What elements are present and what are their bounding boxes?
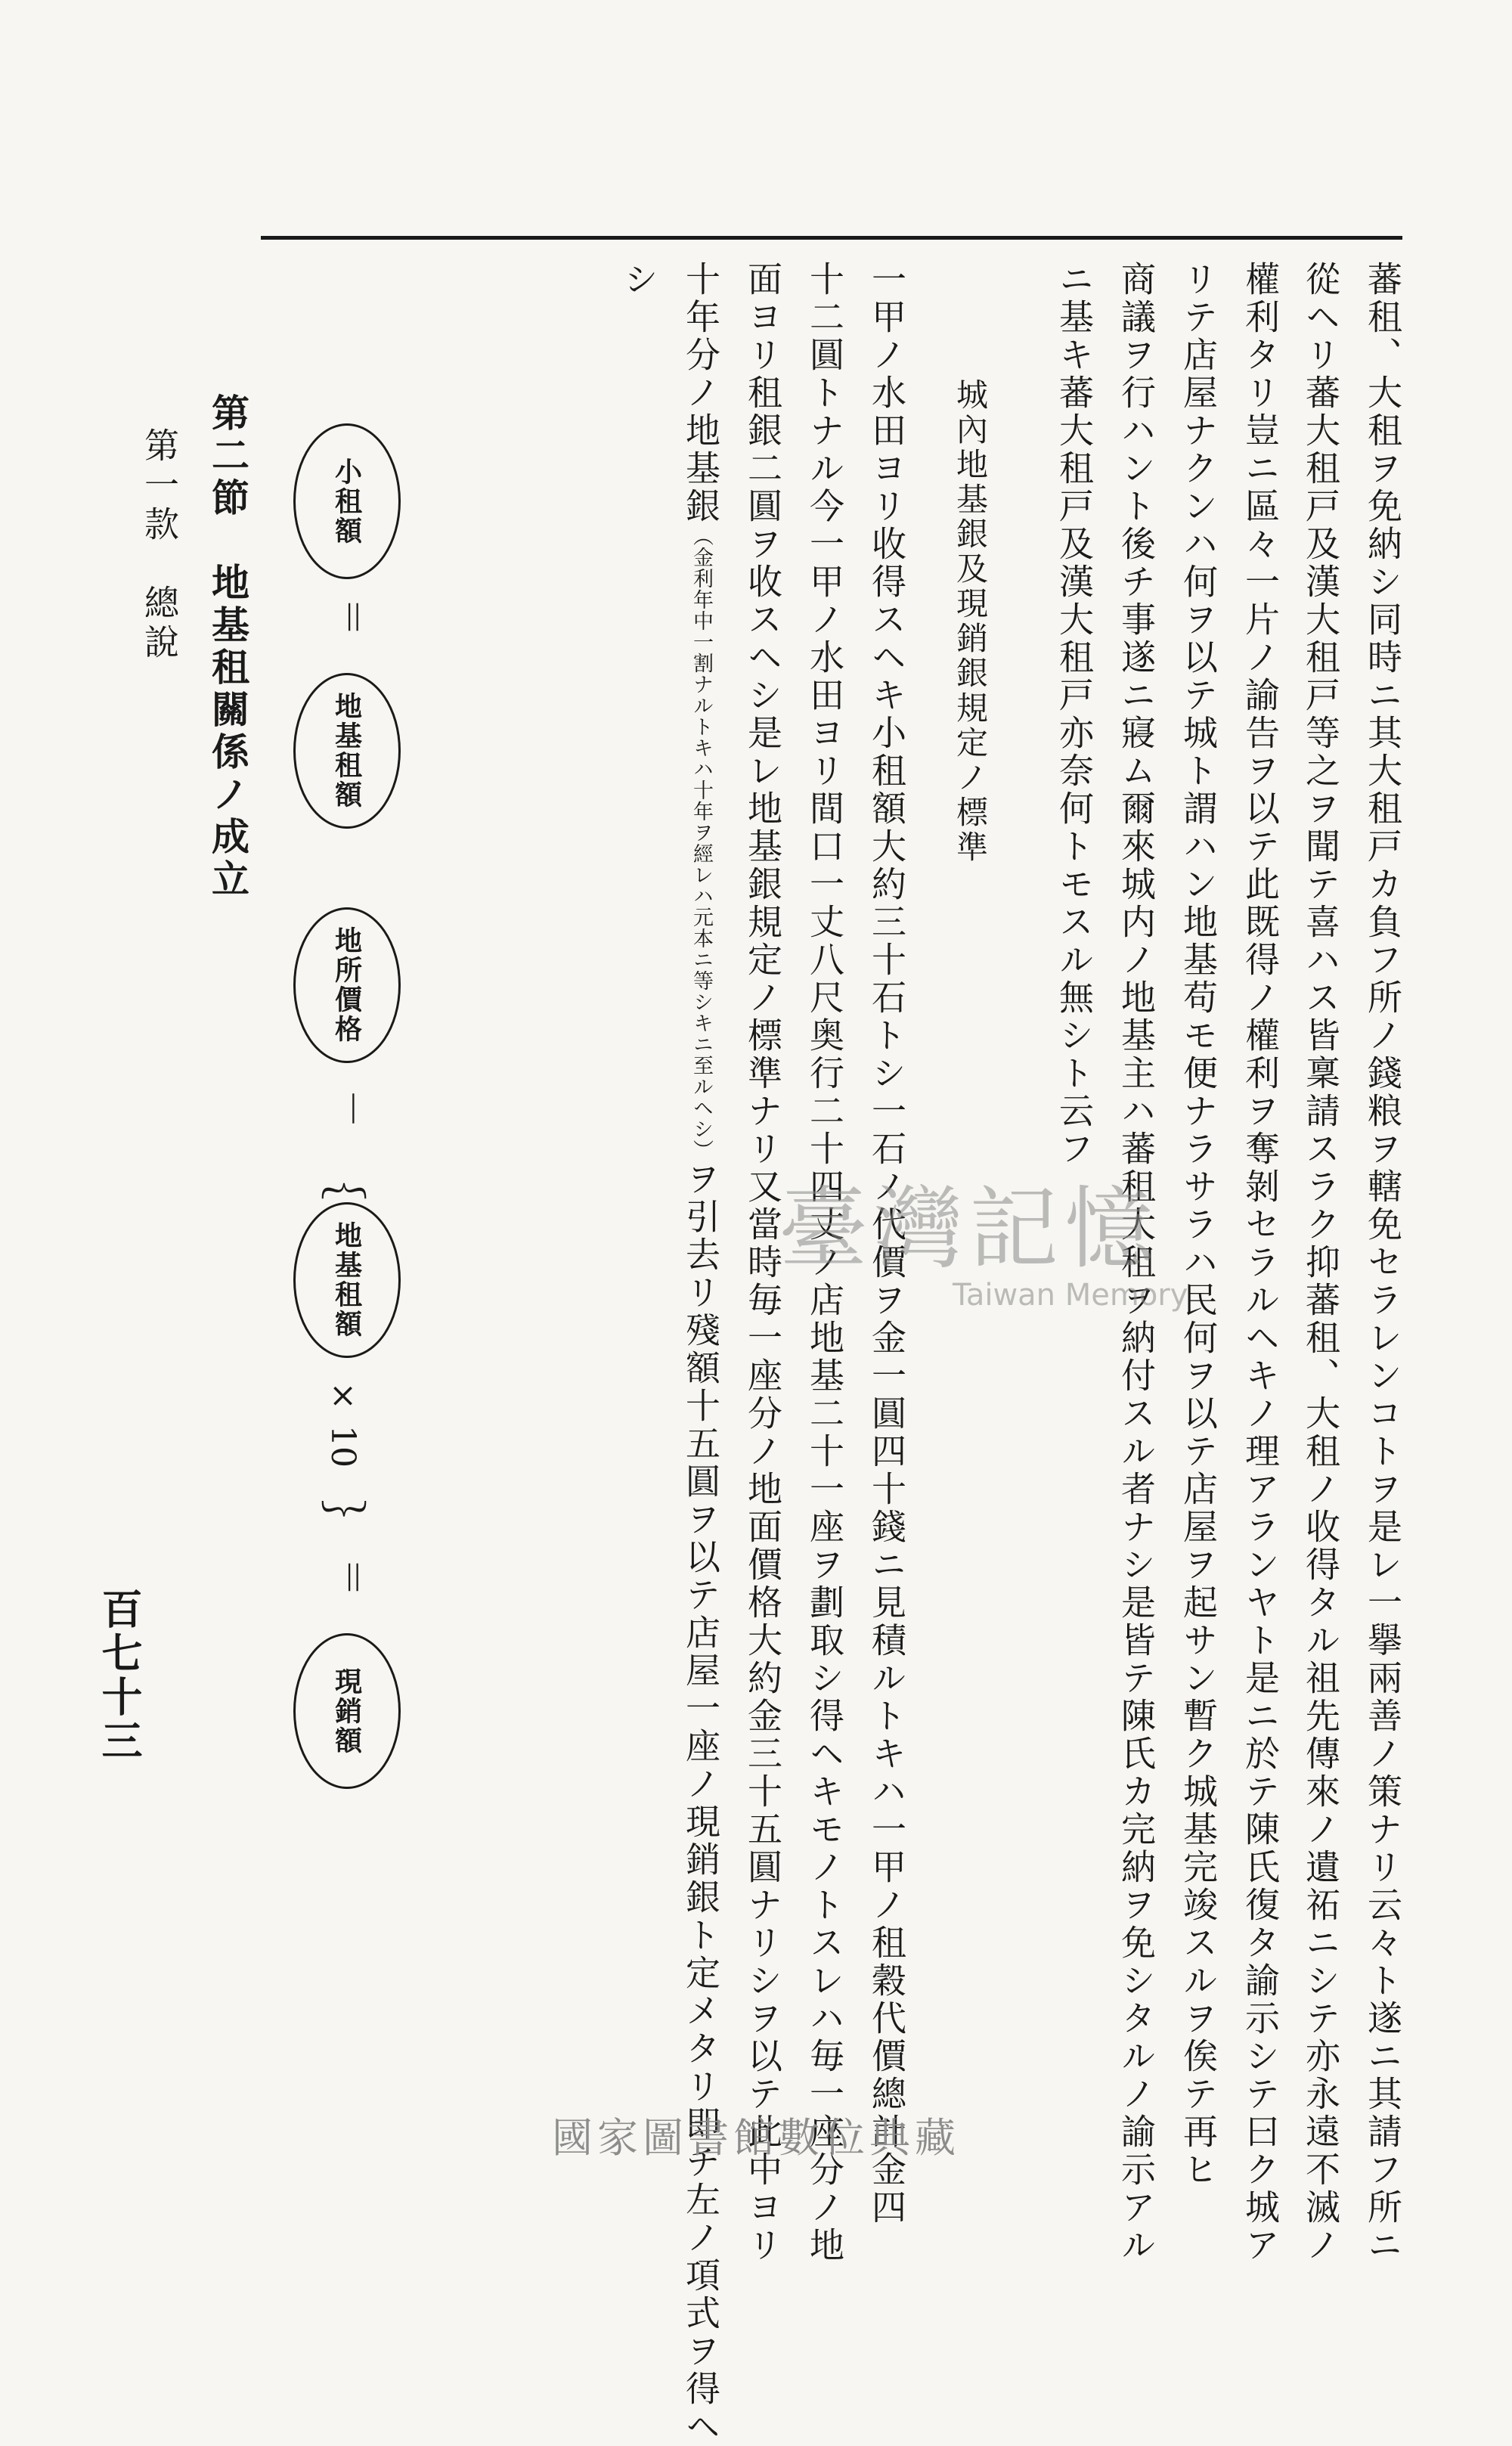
body-column-11-text: 十年分ノ地基銀	[680, 261, 721, 525]
watermark	[779, 1157, 1188, 1313]
body-column-12-text: ヲ引去リ殘額十五圓ヲ以テ店屋一座ノ現銷銀ト定メタリ即チ左ノ項式ヲ得ヘ	[680, 1161, 721, 2446]
top-rule	[261, 236, 1402, 240]
page-number: 百七十三	[95, 1588, 144, 1763]
section-heading: 第二節 地基租關係ノ成立	[206, 393, 250, 901]
formula-equals-1: ＝	[329, 597, 374, 637]
formula-times-ten: × 10	[324, 1376, 362, 1468]
watermark-chinese: 臺灣記憶	[779, 1176, 1160, 1281]
watermark-english: Taiwan Memory	[953, 1278, 1188, 1313]
article-heading: 第一款 總說	[139, 427, 180, 663]
body-column-5: 商議ヲ行ハント後チ事遂ニ寢ム爾來城内ノ地基主ハ蕃租大租ヲ納付スル者ナシ是皆テ陳氏カ完納ヲ免シタルノ諭示アル	[1116, 261, 1157, 2265]
interest-note: （金利年中一割ナルトキハ十年ヲ經レハ元本ニ等シキニ至ルヘシ）	[689, 525, 713, 1161]
formula-term-land-price: 地所價格	[293, 907, 401, 1063]
body-column-2: 從ヘリ蕃大租戸及漢大租戸等之ヲ聞テ喜ハス皆稟請スラク抑蕃租、大租ノ收得タル祖先傳來ノ遺祏ニシテ亦永遠不滅ノ	[1300, 261, 1341, 2265]
body-column-1: 蕃租、大租ヲ免納シ同時ニ其大租戸カ負フ所ノ錢粮ヲ轄免セラレンコトヲ是レ一擧兩善ノ策ナリ云々ト遂ニ其請フ所ニ	[1362, 261, 1403, 2265]
formula-term-ground-rent: 地基租額	[293, 673, 401, 829]
footer-credit: 國家圖書館數位典藏	[552, 2114, 960, 2162]
formula-term-ground-rent-2: 地基租額	[293, 1202, 401, 1358]
formula-result: 現銷額	[293, 1633, 401, 1789]
formula-minus: －	[329, 1089, 374, 1129]
formula	[287, 423, 408, 1800]
formula-close-brace: ︸	[321, 1499, 367, 1552]
body-column-8: 一甲ノ水田ヨリ收得スヘキ小租額大約三十石トシ一石ノ代價ヲ金一圓四十錢ニ見積ルトキハ一甲ノ租穀代價總計金四	[866, 261, 907, 2227]
formula-term-small-rent: 小租額	[293, 423, 401, 579]
body-column-9: 十二圓トナル今一甲ノ水田ヨリ間口一丈八尺奥行二十四丈ノ店地基二十一座ヲ劃取シ得ヘキモノトスレハ毎一座分ノ地	[804, 261, 845, 2265]
body-column-last: シ	[618, 261, 659, 299]
body-column-3: 權利タリ豈ニ區々一片ノ諭告ヲ以テ此既得ノ權利ヲ奪剝セラルヘキノ理アランヤト是ニ於テ陳氏復タ諭示シテ曰ク城ア	[1240, 261, 1281, 2265]
subsection-title: 城內地基銀及現銷銀規定ノ標準	[952, 378, 989, 865]
formula-equals-2: ＝	[329, 1558, 374, 1598]
formula-open-brace: ︷	[321, 1152, 367, 1204]
body-column-6: ニ基キ蕃大租戸及漢大租戸亦奈何トモスル無シト云フ	[1054, 261, 1095, 1168]
body-column-10: 面ヨリ租銀二圓ヲ收スヘシ是レ地基銀規定ノ標準ナリ又當時毎一座分ノ地面價格大約金三十五圓ナリシヲ以テ此中ヨリ	[742, 261, 783, 2265]
body-column-4: リテ店屋ナクンハ何ヲ以テ城ト謂ハン地基苟モ便ナラサラハ民何ヲ以テ店屋ヲ起サン暫ク城基完竣スルヲ俟テ再ヒ	[1178, 261, 1219, 2189]
